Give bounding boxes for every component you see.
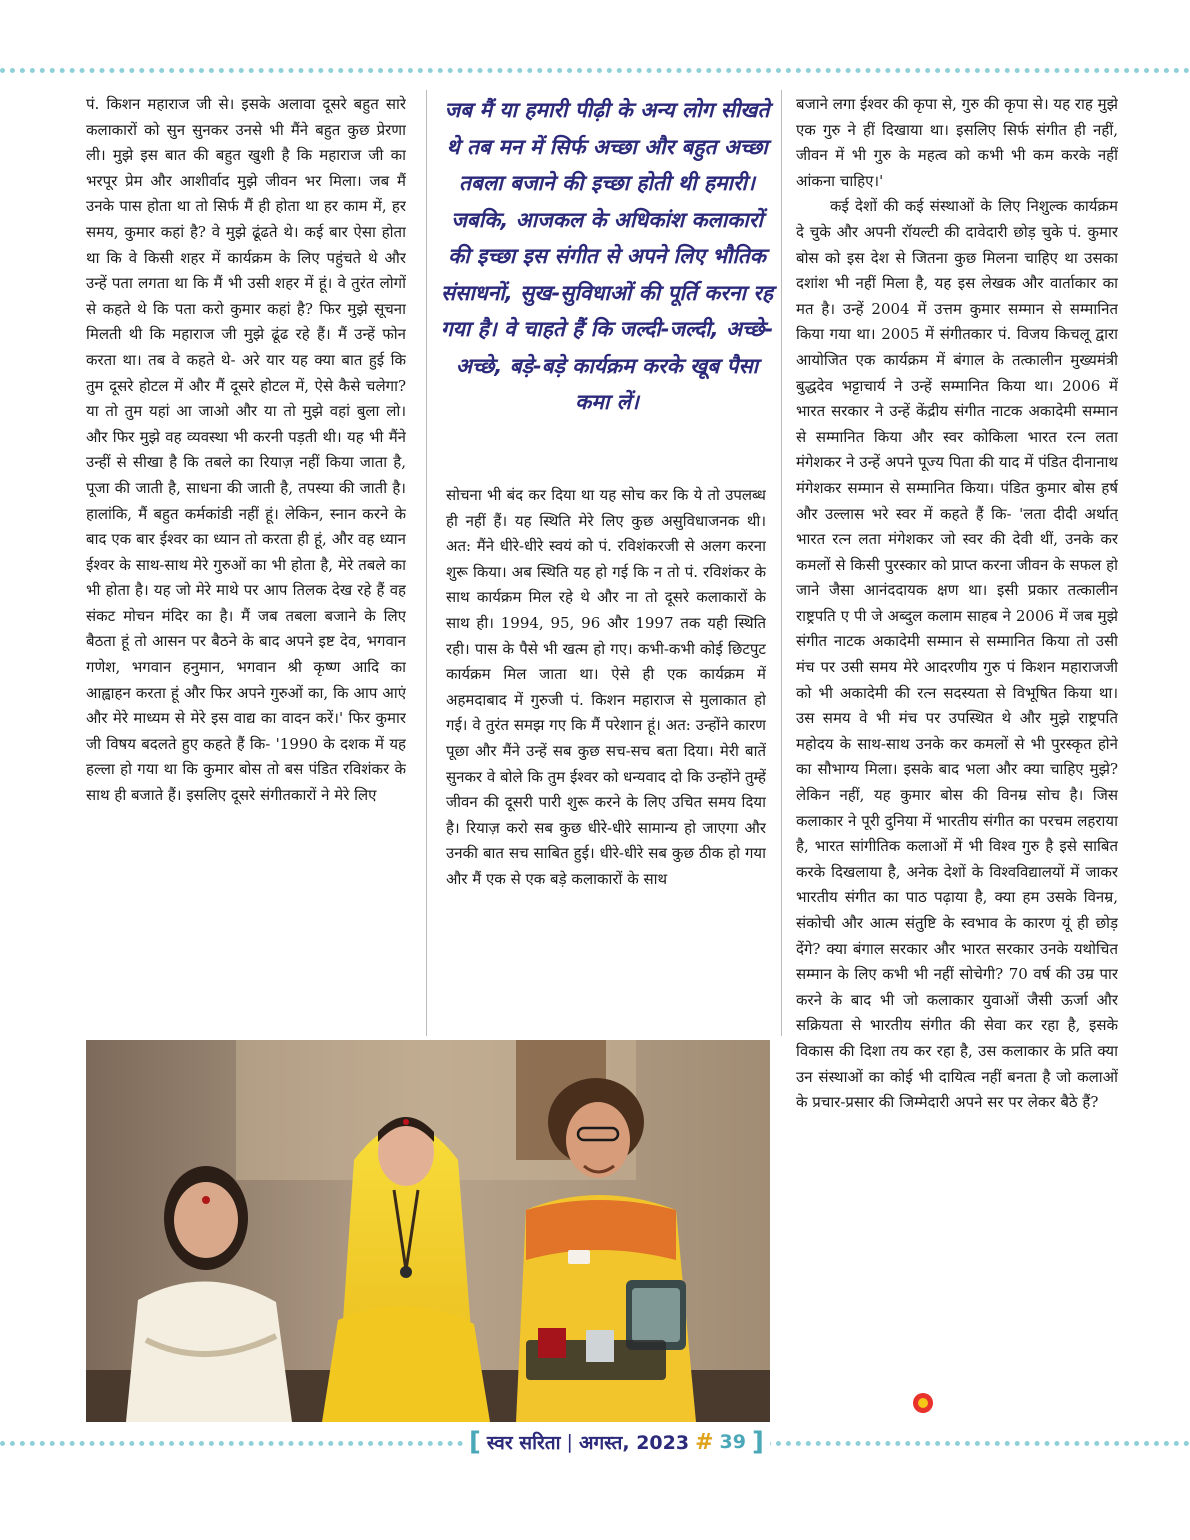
article-column-right [796, 92, 1118, 1512]
page-number: 39 [719, 1431, 746, 1453]
pull-quote: जब मैं या हमारी पीढ़ी के अन्य लोग सीखते थे तब मन में सिर्फ अच्छा और बहुत अच्छा तबला बजाने की इच्छा होती थी हमारी। जबकि, आजकल के अधिकांश कलाकारों की इच्छा इस संगीत से अपने लिए भौतिक संसाधनों, सुख-सुविधाओं की पूर्ति करना रह गया है। वे चाहते हैं कि जल्दी-जल्दी, अच्छे-अच्छे, बड़े-बड़े कार्यक्रम करके खूब पैसा कमा लें। [440, 98, 774, 414]
top-dotted-rule [0, 68, 1190, 73]
article-paragraph: सोचना भी बंद कर दिया था यह सोच कर कि ये तो उपलब्ध ही नहीं हैं। यह स्थिति मेरे लिए कुछ असुविधाजनक थी। अत: मैंने धीरे-धीरे स्वयं को पं. रविशंकरजी से अलग करना शुरू किया। अब स्थिति यह हो गई कि न तो पं. रविशंकर के साथ कार्यक्रम मिल रहे थे और ना तो दूसरे कलाकारों के साथ ही। 1994, 95, 96 और 1997 तक यही स्थिति रही। पास के पैसे भी खत्म हो गए। कभी-कभी कोई छिटपुट कार्यक्रम मिल जाता था। ऐसे ही एक कार्यक्रम में अहमदाबाद में गुरुजी पं. किशन महाराज से मुलाकात हो गई। वे तुरंत समझ गए कि मैं परेशान हूं। अत: उन्होंने कारण पूछा और मैंने उन्हें सब कुछ सच-सच बता दिया। मेरी बातें सुनकर वे बोले कि तुम ईश्वर को धन्यवाद दो कि उन्होंने तुम्हें जीवन की दूसरी पारी शुरू करने के लिए उचित समय दिया है। रियाज़ करो सब कुछ धीरे-धीरे सामान्य हो जाएगा और उनकी बात सच साबित हुई। धीरे-धीरे सब कुछ ठीक हो गया और मैं एक से एक बड़े कलाकारों के साथ [446, 486, 766, 888]
column-divider [781, 90, 782, 1036]
article-paragraph: पं. किशन महाराज जी से। इसके अलावा दूसरे बहुत सारे कलाकारों को सुन सुनकर उनसे भी मैंने बहुत कुछ प्रेरणा ली। मुझे इस बात की बहुत खुशी है कि महाराज जी का भरपूर प्रेम और आशीर्वाद मुझे जीवन भर मिला। जब मैं उनके पास होता था तो सिर्फ मैं ही होता था हर काम में, हर समय, कुमार कहां है? वे मुझे ढूंढते थे। कई बार ऐसा होता था कि वे किसी शहर में कार्यक्रम के लिए पहुंचते थे और उन्हें पता लगता था कि मैं भी उसी शहर में हूं। वे तुरंत लोगों से कहते थे कि पता करो कुमार कहां है? फिर मुझे सूचना मिलती थी कि महाराज जी मुझे ढूंढ रहे हैं। मैं उन्हें फोन करता था। तब वे कहते थे- अरे यार यह क्या बात हुई कि तुम दूसरे होटल में और मैं दूसरे होटल में, ऐसे कैसे चलेगा? या तो तुम यहां आ जाओ और या तो मुझे वहां बुला लो। और फिर मुझे वह व्यवस्था भी करनी पड़ती थी। यह भी मैंने उन्हीं से सीखा है कि तबले का रियाज़ नहीं किया जाता है, पूजा की जाती है, साधना की जाती है, तपस्या की जाती है। हालांकि, मैं बहुत कर्मकांडी नहीं हूं। लेकिन, स्नान करने के बाद एक बार ईश्वर का ध्यान तो करता ही हूं, और वह ध्यान ईश्वर के साथ-साथ मेरे गुरुओं का भी होता है, मेरे तबले का भी होता है। यह जो मेरे माथे पर आप तिलक देख रहे हैं वह संकट मोचन मंदिर का है। मैं जब तबला बजाने के लिए बैठता हूं तो आसन पर बैठने के बाद अपने इष्ट देव, भगवान गणेश, भगवान हनुमान, भगवान श्री कृष्ण आदि का आह्वाहन करता हूं और फिर अपने गुरुओं का, कि आप आएं और मेरे माध्यम से मेरे इस वाद्य का वादन करें।' फिर कुमार जी विषय बदलते हुए कहते हैं कि- '1990 के दशक में यह हल्ला हो गया था कि कुमार बोस तो बस पंडित रविशंकर के साथ ही बजाते हैं। इसलिए दूसरे संगीतकारों ने मेरे लिए [86, 95, 406, 805]
article-photo [86, 1040, 770, 1422]
article-column-left [86, 92, 406, 1037]
page-footer [463, 1425, 770, 1459]
article-column-middle [446, 483, 766, 1038]
footer-bracket-open: [ [469, 1427, 481, 1457]
column-divider [426, 90, 427, 1036]
hash-icon: # [695, 1429, 714, 1455]
footer-separator: | [566, 1431, 573, 1453]
magazine-name: स्वर सरिता [486, 1432, 561, 1454]
article-paragraph: कई देशों की कई संस्थाओं के लिए निशुल्क कार्यक्रम दे चुके और अपनी रॉयल्टी की दावेदारी छोड़ चुके पं. कुमार बोस को इस देश से जितना कुछ मिलना चाहिए था उसका दशांश भी नहीं मिला है, यह इस लेखक और वार्ताकार का मत है। उन्हें 2004 में उत्तम कुमार सम्मान से सम्मानित किया गया था। 2005 में संगीतकार पं. विजय किचलू द्वारा आयोजित एक कार्यक्रम में बंगाल के तत्कालीन मुख्यमंत्री बुद्धदेव भट्टाचार्य ने उन्हें सम्मानित किया था। 2006 में भारत सरकार ने उन्हें केंद्रीय संगीत नाटक अकादेमी सम्मान से सम्मानित किया और स्वर कोकिला भारत रत्न लता मंगेशकर ने उन्हें अपने पूज्य पिता की याद में पंडित दीनानाथ मंगेशकर सम्मान से सम्मानित किया। पंडित कुमार बोस हर्ष और उल्लास भरे स्वर में कहते हैं कि- 'लता दीदी अर्थात् भारत रत्न लता मंगेशकर जो स्वर की देवी थीं, उनके कर कमलों से किसी पुरस्कार को प्राप्त करना जीवन के सफल हो जाने जैसा आनंददायक क्षण था। इसी प्रकार तत्कालीन राष्ट्रपति ए पी जे अब्दुल कलाम साहब ने 2006 में जब मुझे संगीत नाटक अकादेमी सम्मान से सम्मानित किया तो उसी मंच पर उसी समय मेरे आदरणीय गुरु पं किशन महाराजजी को भी अकादेमी की रत्न सदस्यता से विभूषित किया था। उस समय वे भी मंच पर उपस्थित थे और मुझे राष्ट्रपति महोदय के साथ-साथ उनके कर कमलों से भी पुरस्कृत होने का सौभाग्य मिला। इसके बाद भला और क्या चाहिए मुझे? लेकिन नहीं, यह कुमार बोस की विनम्र सोच है। जिस कलाकार ने पूरी दुनिया में भारतीय संगीत का परचम लहराया है, भारत सांगीतिक कलाओं में भी विश्व गुरु है इसे साबित करके दिखलाया है, अनेक देशों के विश्वविद्यालयों में जाकर भारतीय संगीत का पाठ पढ़ाया है, क्या हम उसके विनम्र, संकोची और आत्म संतुष्टि के स्वभाव के कारण यूं ही छोड़ देंगे? क्या बंगाल सरकार और भारत सरकार उनके यथोचित सम्मान के लिए कभी भी नहीं सोचेगी? 70 वर्ष की उम्र पार करने के बाद भी जो कलाकार युवाओं जैसी ऊर्जा और सक्रियता से भारतीय संगीत की सेवा कर रहा है, इसके विकास की दिशा तय कर रहा है, उस कलाकार के प्रति क्या उन संस्थाओं का कोई भी दायित्व नहीं बनता है जो कलाओं के प्रचार-प्रसार की जिम्मेदारी अपने सर पर लेकर बैठे हैं? [796, 197, 1118, 1112]
article-paragraph: बजाने लगा ईश्वर की कृपा से, गुरु की कृपा से। यह राह मुझे एक गुरु ने हीं दिखाया था। इसलिए सिर्फ संगीत ही नहीं, जीवन में भी गुरु के महत्व को कभी भी कम करके नहीं आंकना चाहिए।' [796, 95, 1118, 190]
end-mark-icon [912, 1392, 934, 1414]
issue-date: अगस्त, 2023 [578, 1432, 690, 1454]
footer-bracket-close: ] [751, 1427, 764, 1457]
